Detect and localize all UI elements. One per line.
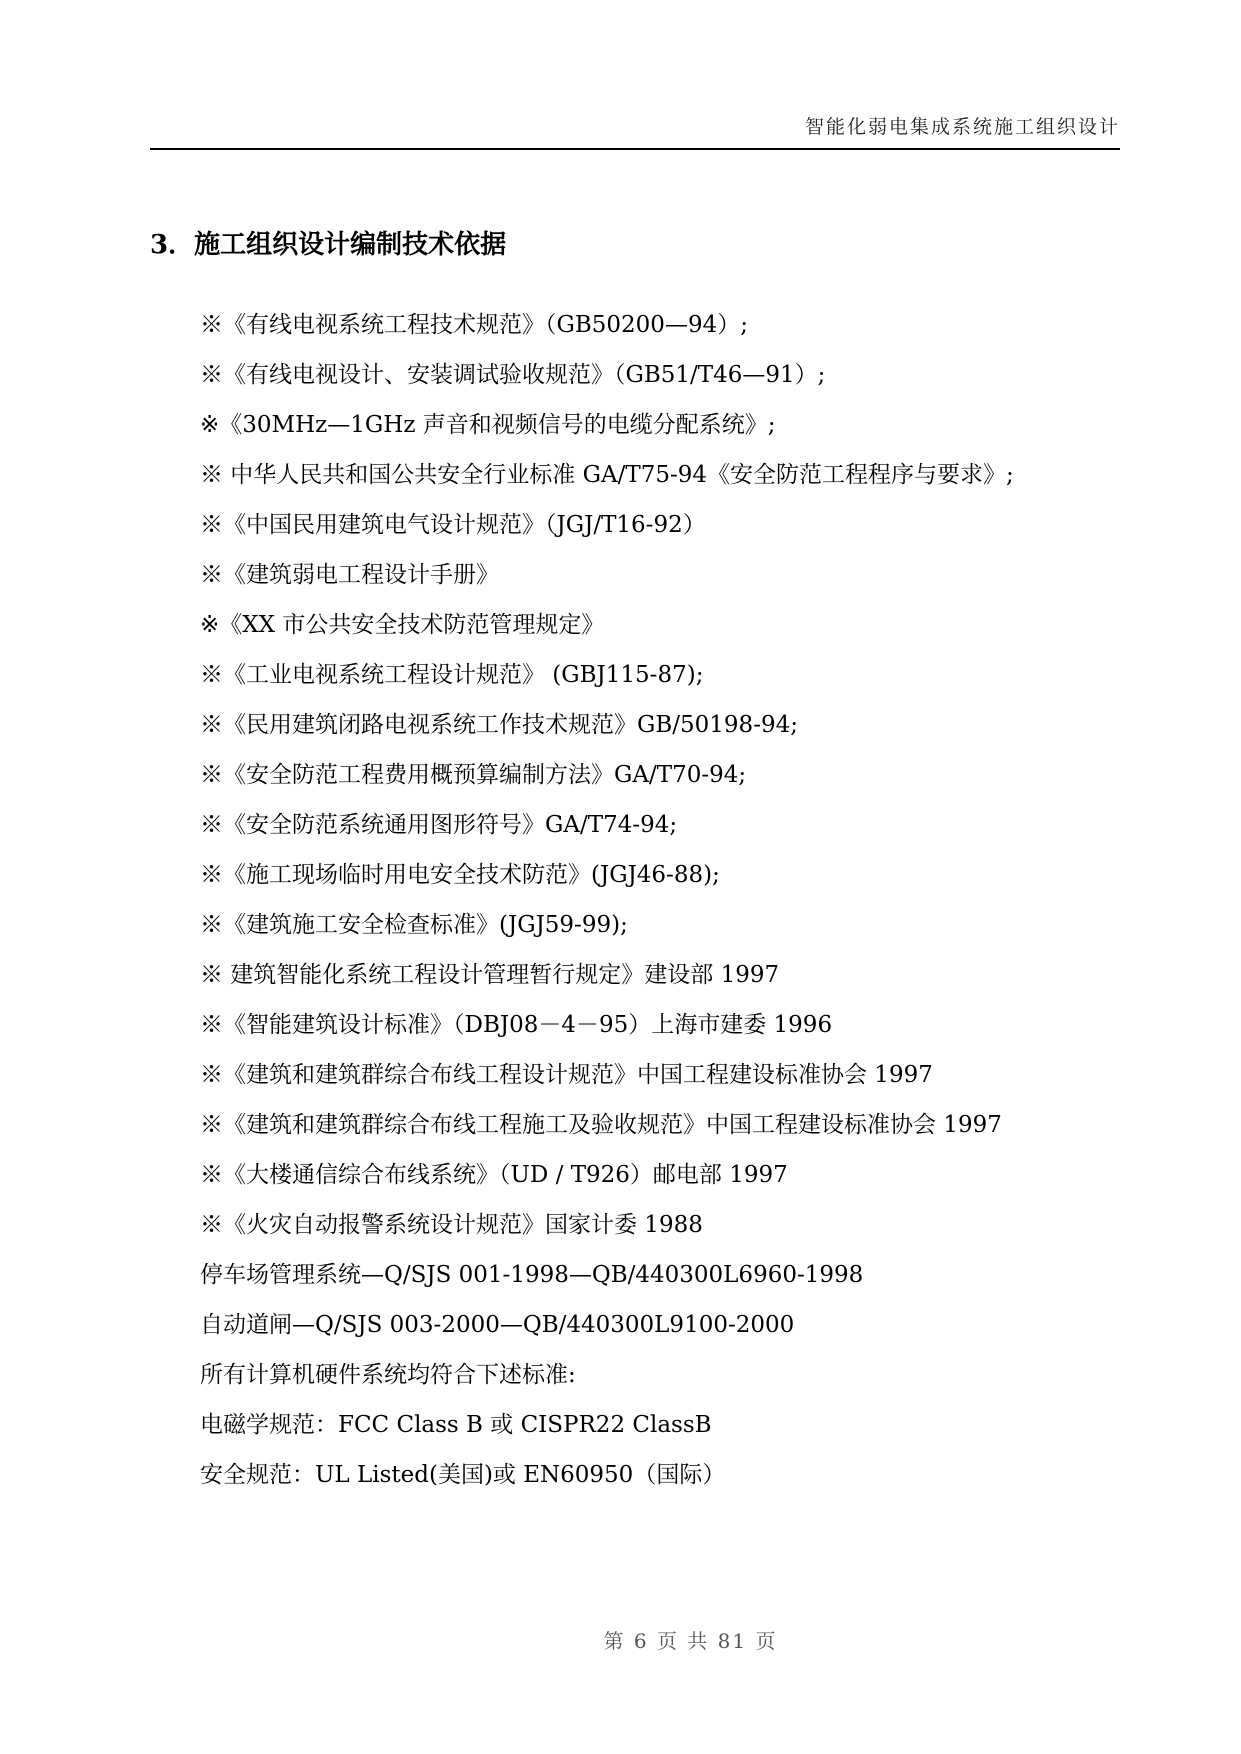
list-item: ※《火灾自动报警系统设计规范》国家计委 1988: [200, 1212, 703, 1238]
standards-list: [200, 300, 1100, 1500]
list-item: ※《安全防范系统通用图形符号》GA/T74-94;: [200, 812, 678, 838]
list-item: ※《有线电视系统工程技术规范》（GB50200—94）;: [200, 312, 748, 338]
list-item: ※《建筑施工安全检查标准》(JGJ59-99);: [200, 912, 628, 938]
list-item: ※《建筑和建筑群综合布线工程施工及验收规范》中国工程建设标准协会 1997: [200, 1112, 1002, 1138]
list-item: ※《施工现场临时用电安全技术防范》(JGJ46-88);: [200, 862, 720, 888]
list-item: ※《30MHz—1GHz 声音和视频信号的电缆分配系统》;: [200, 412, 776, 438]
list-item: ※ 中华人民共和国公共安全行业标准 GA/T75-94《安全防范工程程序与要求》;: [200, 462, 1014, 488]
list-item: 自动道闸—Q/SJS 003-2000—QB/440300L9100-2000: [200, 1312, 795, 1338]
page-number: 第 6 页 共 81 页: [603, 1629, 778, 1653]
list-item: ※《有线电视设计、安装调试验收规范》（GB51/T46—91）;: [200, 362, 826, 388]
list-item: 所有计算机硬件系统均符合下述标准:: [200, 1362, 576, 1388]
list-item: ※《建筑和建筑群综合布线工程设计规范》中国工程建设标准协会 1997: [200, 1062, 933, 1088]
page-header-title: 智能化弱电集成系统施工组织设计: [804, 116, 1120, 138]
list-item: 电磁学规范：FCC Class B 或 CISPR22 ClassB: [200, 1412, 712, 1438]
list-item: ※《工业电视系统工程设计规范》 (GBJ115-87);: [200, 662, 704, 688]
list-item: ※《民用建筑闭路电视系统工作技术规范》GB/50198-94;: [200, 712, 798, 738]
section-title: 3．施工组织设计编制技术依据: [150, 230, 507, 260]
list-item: ※《XX 市公共安全技术防范管理规定》: [200, 612, 605, 638]
list-item: ※ 建筑智能化系统工程设计管理暂行规定》建设部 1997: [200, 962, 780, 988]
list-item: ※《智能建筑设计标准》（DBJ08－4－95）上海市建委 1996: [200, 1012, 833, 1038]
list-item: ※《建筑弱电工程设计手册》: [200, 562, 499, 588]
list-item: ※《大楼通信综合布线系统》（UD / T926）邮电部 1997: [200, 1162, 788, 1188]
list-item: ※《中国民用建筑电气设计规范》（JGJ/T16-92）: [200, 512, 706, 538]
list-item: 停车场管理系统—Q/SJS 001-1998—QB/440300L6960-1998: [200, 1262, 864, 1288]
list-item: 安全规范：UL Listed(美国)或 EN60950（国际）: [200, 1462, 726, 1488]
header-divider: [150, 148, 1120, 150]
list-item: ※《安全防范工程费用概预算编制方法》GA/T70-94;: [200, 762, 747, 788]
